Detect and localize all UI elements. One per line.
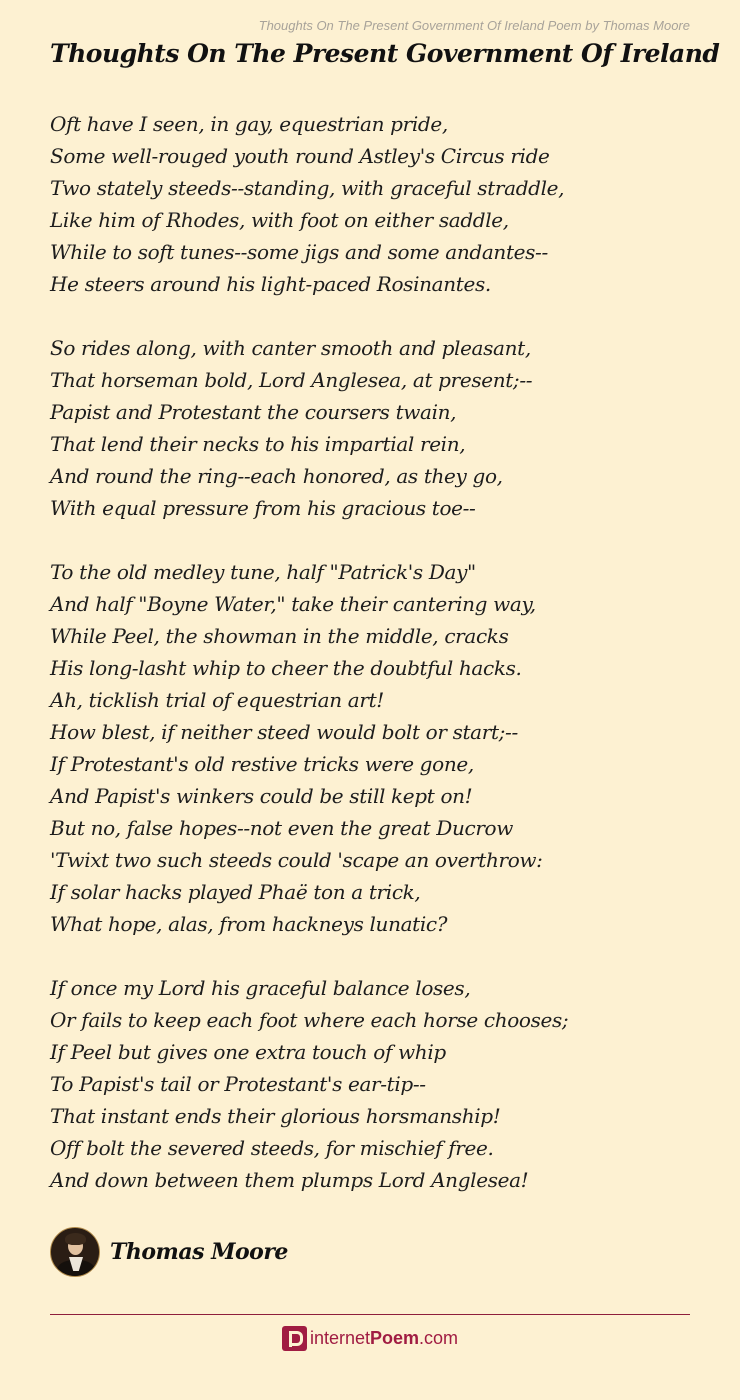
poem-line: If once my Lord his graceful balance loses, — [50, 976, 471, 1000]
logo-suffix: .com — [419, 1328, 459, 1348]
poem-line: And Papist's winkers could be still kept on! — [50, 784, 473, 808]
logo-prefix: internet — [309, 1328, 370, 1348]
poem-line: Papist and Protestant the coursers twain, — [50, 400, 457, 424]
poem-credit-line: Thoughts On The Present Government Of Ireland Poem by Thomas Moore — [258, 18, 690, 33]
poem-line: Like him of Rhodes, with foot on either saddle, — [50, 208, 509, 232]
author-name[interactable]: Thomas Moore — [110, 1239, 288, 1265]
poem-line: Ah, ticklish trial of equestrian art! — [50, 688, 384, 712]
poem-stanza — [50, 108, 690, 300]
poem-body — [50, 108, 690, 1228]
poem-stanza — [50, 972, 690, 1196]
poem-line: While Peel, the showman in the middle, cracks — [50, 624, 509, 648]
poem-line: What hope, alas, from hackneys lunatic? — [50, 912, 448, 936]
site-logo-link[interactable] — [0, 1326, 740, 1351]
author-block[interactable] — [50, 1227, 288, 1277]
poem-stanza — [50, 556, 690, 940]
poem-line: If Protestant's old restive tricks were gone, — [50, 752, 474, 776]
poem-line: If solar hacks played Phaë ton a trick, — [50, 880, 421, 904]
poem-line: With equal pressure from his gracious toe-- — [50, 496, 476, 520]
poem-line: Or fails to keep each foot where each horse chooses; — [50, 1008, 569, 1032]
poem-stanza — [50, 332, 690, 524]
poem-line: That lend their necks to his impartial rein, — [50, 432, 466, 456]
poem-title: Thoughts On The Present Government Of Ireland — [50, 39, 720, 68]
poem-line: Oft have I seen, in gay, equestrian pride, — [50, 112, 448, 136]
site-logo-text — [310, 1328, 458, 1349]
footer-divider — [50, 1314, 690, 1315]
poem-line: How blest, if neither steed would bolt or start;-- — [50, 720, 518, 744]
poem-line: Off bolt the severed steeds, for mischief free. — [50, 1136, 494, 1160]
poem-line: And half "Boyne Water," take their cantering way, — [50, 592, 536, 616]
poem-line: That horseman bold, Lord Anglesea, at present;-- — [50, 368, 533, 392]
poem-line: And round the ring--each honored, as they go, — [50, 464, 503, 488]
poem-line: While to soft tunes--some jigs and some andantes-- — [50, 240, 548, 264]
author-portrait-icon[interactable] — [50, 1227, 100, 1277]
poem-line: To the old medley tune, half "Patrick's Day" — [50, 560, 476, 584]
logo-strong: Poem — [370, 1328, 420, 1348]
poem-line: Two stately steeds--standing, with graceful straddle, — [50, 176, 565, 200]
poem-line: And down between them plumps Lord Anglesea! — [50, 1168, 529, 1192]
poem-line: If Peel but gives one extra touch of whip — [50, 1040, 446, 1064]
poem-line: That instant ends their glorious horsmanship! — [50, 1104, 501, 1128]
poem-line: Some well-rouged youth round Astley's Circus ride — [50, 144, 550, 168]
poem-line: So rides along, with canter smooth and pleasant, — [50, 336, 531, 360]
internetpoem-p-logo-icon — [282, 1326, 307, 1351]
poem-line: 'Twixt two such steeds could 'scape an overthrow: — [50, 848, 543, 872]
poem-line: But no, false hopes--not even the great Ducrow — [50, 816, 514, 840]
poem-line: To Papist's tail or Protestant's ear-tip-- — [50, 1072, 426, 1096]
poem-line: His long-lasht whip to cheer the doubtful hacks. — [50, 656, 522, 680]
poem-line: He steers around his light-paced Rosinantes. — [50, 272, 491, 296]
